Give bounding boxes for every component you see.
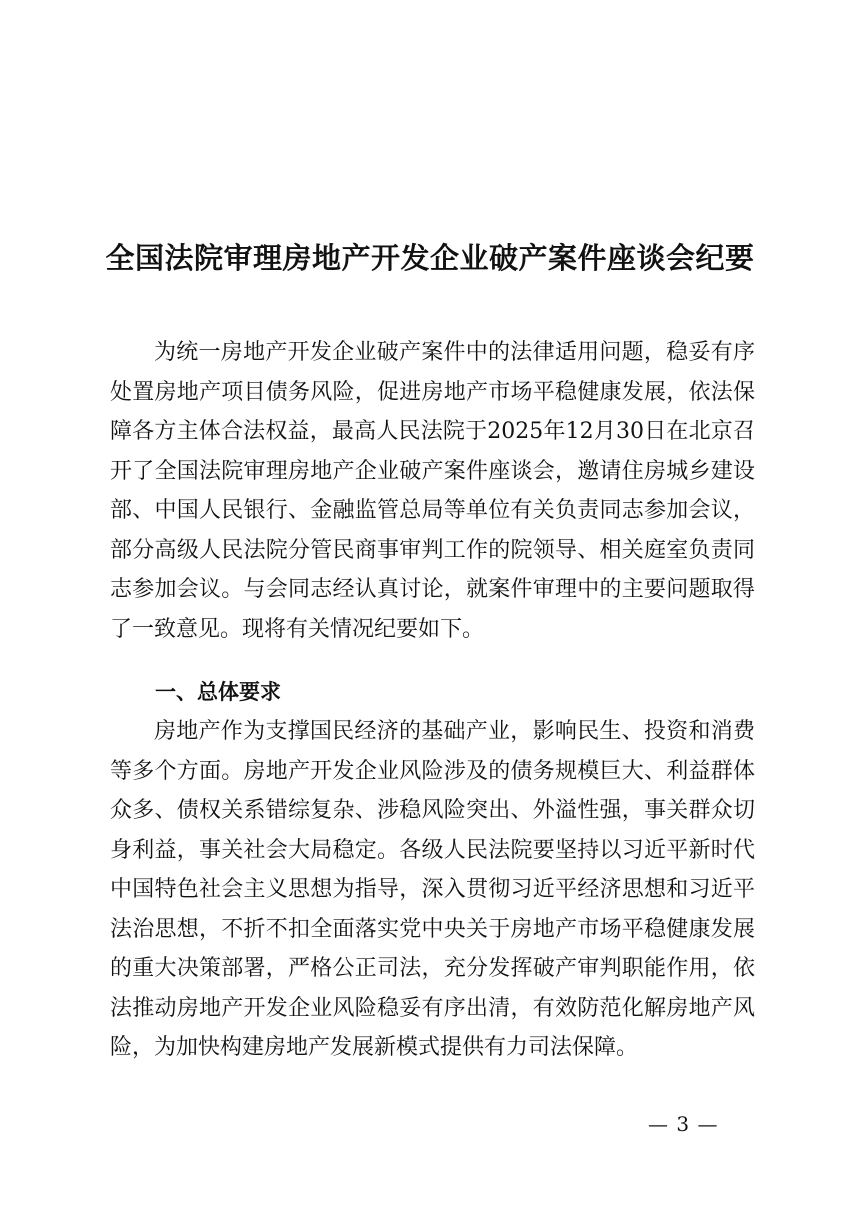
section-paragraph-block xyxy=(110,712,755,1068)
page-number: — 3 — xyxy=(648,1112,719,1136)
section-paragraph: 房地产作为支撑国民经济的基础产业，影响民生、投资和消费等多个方面。房地产开发企业风险涉及的债务规模巨大、利益群体众多、债权关系错综复杂、涉稳风险突出、外溢性强，事关群众切身利益，事关社会大局稳定。各级人民法院要坚持以习近平新时代中国特色社会主义思想为指导，深入贯彻习近平经济思想和习近平法治思想，不折不扣全面落实党中央关于房地产市场平稳健康发展的重大决策部署，严格公正司法，充分发挥破产审判职能作用，依法推动房地产开发企业风险稳妥有序出清，有效防范化解房地产风险，为加快构建房地产发展新模式提供有力司法保障。 xyxy=(110,719,755,1060)
document-title: 全国法院审理房地产开发企业破产案件座谈会纪要 xyxy=(105,241,755,275)
section-heading: 一、总体要求 xyxy=(155,680,281,704)
intro-paragraph: 为统一房地产开发企业破产案件中的法律适用问题，稳妥有序处置房地产项目债务风险，促进房地产市场平稳健康发展，依法保障各方主体合法权益，最高人民法院于2025年12月30日在北京召开了全国法院审理房地产企业破产案件座谈会，邀请住房城乡建设部、中国人民银行、金融监管总局等单位有关负责同志参加会议，部分高级人民法院分管民商事审判工作的院领导、相关庭室负责同志参加会议。与会同志经认真讨论，就案件审理中的主要问题取得了一致意见。现将有关情况纪要如下。 xyxy=(110,340,755,642)
intro-paragraph-block xyxy=(110,333,755,649)
